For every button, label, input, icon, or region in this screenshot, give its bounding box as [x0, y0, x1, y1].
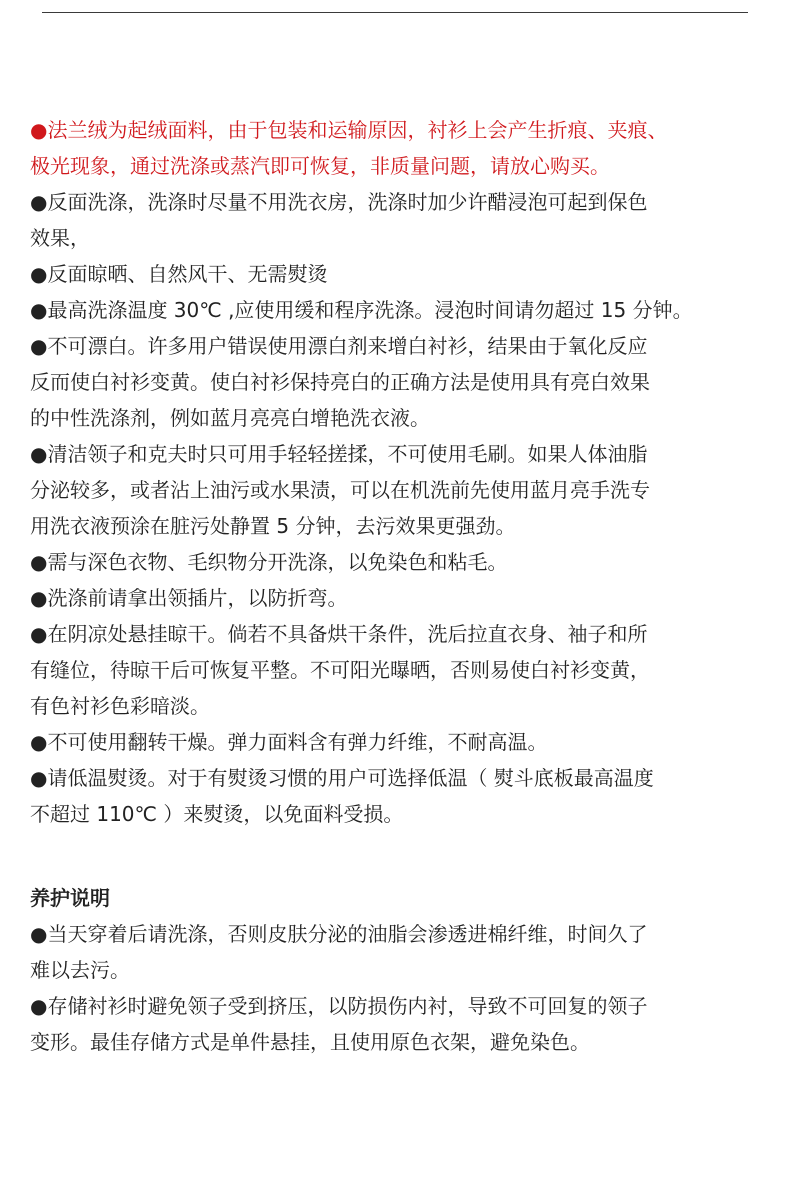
care-note-line: 用洗衣液预涂在脏污处静置 5 分钟，去污效果更强劲。: [30, 514, 516, 538]
care-note-line: ●清洁领子和克夫时只可用手轻轻搓揉，不可使用毛刷。如果人体油脂: [30, 442, 648, 466]
care-note-line: 有色衬衫色彩暗淡。: [30, 694, 210, 718]
care-note-line: ●法兰绒为起绒面料，由于包装和运输原因，衬衫上会产生折痕、夹痕、: [30, 118, 668, 142]
maintenance-line: 变形。最佳存储方式是单件悬挂，且使用原色衣架，避免染色。: [30, 1030, 590, 1054]
top-divider: [42, 12, 748, 13]
care-note-line: ●反面晾晒、自然风干、无需熨烫: [30, 262, 328, 286]
care-note-line: ●不可漂白。许多用户错误使用漂白剂来增白衬衫，结果由于氧化反应: [30, 334, 648, 358]
maintenance-line: ●当天穿着后请洗涤，否则皮肤分泌的油脂会渗透进棉纤维，时间久了: [30, 922, 648, 946]
care-note-line: ●反面洗涤，洗涤时尽量不用洗衣房，洗涤时加少许醋浸泡可起到保色: [30, 190, 648, 214]
care-note-line: ●请低温熨烫。对于有熨烫习惯的用户可选择低温（ 熨斗底板最高温度: [30, 766, 654, 790]
maintenance-line: ●存储衬衫时避免领子受到挤压，以防损伤内衬，导致不可回复的领子: [30, 994, 648, 1018]
care-note-line: 不超过 110℃ ）来熨烫，以免面料受损。: [30, 802, 404, 826]
care-note-line: ●不可使用翻转干燥。弹力面料含有弹力纤维，不耐高温。: [30, 730, 548, 754]
care-note-line: 极光现象，通过洗涤或蒸汽即可恢复，非质量问题，请放心购买。: [30, 154, 610, 178]
care-notes-list: [30, 112, 758, 832]
care-note-line: ●最高洗涤温度 30℃ ,应使用缓和程序洗涤。浸泡时间请勿超过 15 分钟。: [30, 298, 693, 322]
care-note-line: ●需与深色衣物、毛织物分开洗涤，以免染色和粘毛。: [30, 550, 508, 574]
maintenance-line: 难以去污。: [30, 958, 130, 982]
section-title: 养护说明: [30, 886, 110, 910]
care-note-line: 有缝位，待晾干后可恢复平整。不可阳光曝晒，否则易使白衬衫变黄，: [30, 658, 650, 682]
care-note-line: 分泌较多，或者沾上油污或水果渍，可以在机洗前先使用蓝月亮手洗专: [30, 478, 650, 502]
care-note-line: 效果，: [30, 226, 90, 250]
care-note-line: ●在阴凉处悬挂晾干。倘若不具备烘干条件，洗后拉直衣身、袖子和所: [30, 622, 648, 646]
care-note-line: 反而使白衬衫变黄。使白衬衫保持亮白的正确方法是使用具有亮白效果: [30, 370, 650, 394]
section-spacer: [30, 832, 758, 880]
care-note-line: 的中性洗涤剂，例如蓝月亮亮白增艳洗衣液。: [30, 406, 430, 430]
care-instructions: [30, 112, 758, 1060]
maintenance-section: [30, 880, 758, 1060]
care-note-line: ●洗涤前请拿出领插片，以防折弯。: [30, 586, 348, 610]
